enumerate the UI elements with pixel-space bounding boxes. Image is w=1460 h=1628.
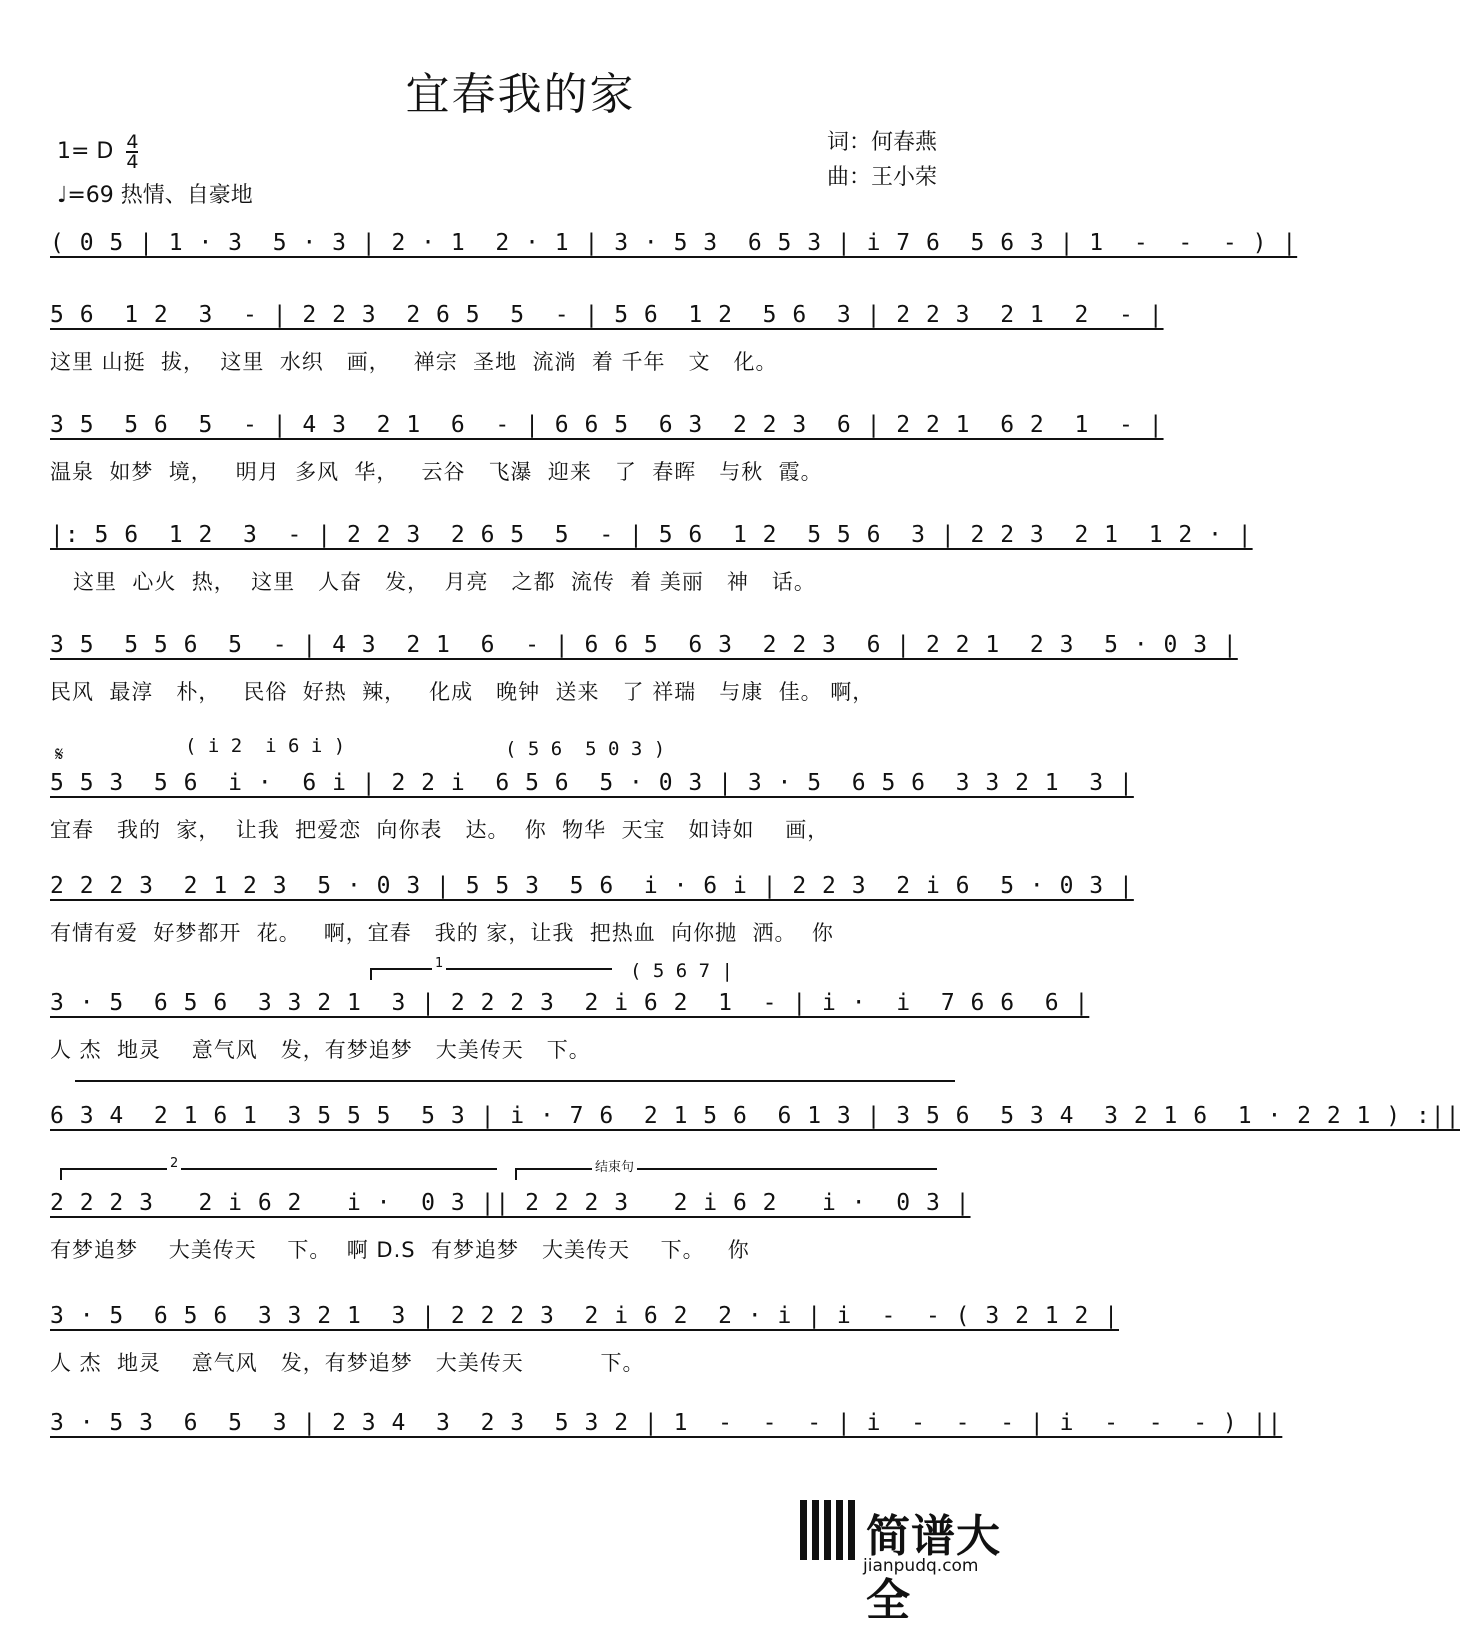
key-label: 1= D [57,139,114,164]
score-system-9 [50,1103,1460,1129]
score-system-10 [50,1190,970,1264]
notation-line: |: 5 6 1 2 3 - | 2 2 3 2 6 5 5 - | 5 6 1 2 5 5 6 3 | 2 2 3 2 1 1 2 · | [50,522,1253,548]
notation-line: 6 3 4 2 1 6 1 3 5 5 5 5 3 | i · 7 6 2 1 5 6 6 1 3 | 3 5 6 5 3 4 3 2 1 6 1 · 2 2 1 ) :|| [50,1103,1460,1129]
lyrics-line: 宜春 我的 家， 让我 把爱恋 向你表 达。 你 物华 天宝 如诗如 画， [50,818,830,842]
score-system-8 [50,990,1090,1064]
lyrics-line: 人 杰 地灵 意气风 发，有梦追梦 大美传天 下。 [50,1351,645,1375]
coda-label: 结束句 [592,1156,637,1175]
time-signature [126,133,138,171]
notation-line: ( 0 5 | 1 · 3 5 · 3 | 2 · 1 2 · 1 | 3 · 5 3 6 5 3 | i 7 6 5 6 3 | 1 - - - ) | [50,230,1298,256]
score-system-2 [50,302,1164,376]
score-system-12 [50,1410,1283,1436]
notation-line: 5 5 3 5 6 i · 6 i | 2 2 i 6 5 6 5 · 0 3 | 3 · 5 6 5 6 3 3 2 1 3 | [50,770,1134,796]
grace-note-annotation: ( i 2 i 6 i ) [185,735,346,757]
composer-credit: 曲：王小荣 [827,165,938,190]
score-system-3 [50,412,1164,486]
notation-line: 5 6 1 2 3 - | 2 2 3 2 6 5 5 - | 5 6 1 2 5 6 3 | 2 2 3 2 1 2 - | [50,302,1164,328]
score-system-1 [50,230,1298,256]
lyricist-credit: 词：何春燕 [827,130,938,155]
watermark-logo [800,1500,1030,1626]
time-denominator: 4 [126,151,139,173]
lyrics-line: 温泉 如梦 境， 明月 多风 华， 云谷 飞瀑 迎来 了 春晖 与秋 霞。 [50,460,823,484]
lyrics-line: 这里 山挺 拔， 这里 水织 画， 禅宗 圣地 流淌 着 千年 文 化。 [50,350,778,374]
lyrics-line: 有情有爱 好梦都开 花。 啊，宜春 我的 家，让我 把热血 向你抛 洒。 你 [50,921,834,945]
grace-note-annotation: ( 5 6 5 0 3 ) [505,738,666,760]
lyrics-line: 有梦追梦 大美传天 下。 啊 D.S 有梦追梦 大美传天 下。 你 [50,1238,750,1262]
notation-line: 3 · 5 3 6 5 3 | 2 3 4 3 2 3 5 3 2 | 1 - - - | i - - - | i - - - ) || [50,1410,1283,1436]
score-system-7 [50,873,1134,947]
notation-line: 3 5 5 5 6 5 - | 4 3 2 1 6 - | 6 6 5 6 3 2 2 3 6 | 2 2 1 2 3 5 · 0 3 | [50,632,1238,658]
score-system-11 [50,1303,1119,1377]
watermark-brand: 简谱大全 [866,1511,1001,1626]
notation-line: 3 5 5 6 5 - | 4 3 2 1 6 - | 6 6 5 6 3 2 2 3 6 | 2 2 1 6 2 1 - | [50,412,1164,438]
score-system-6 [50,770,1134,844]
volta-bracket-1 [370,956,612,980]
volta-bracket-2 [60,1156,497,1180]
time-numerator: 4 [126,131,139,153]
score-system-5 [50,632,1238,706]
lyrics-line: 人 杰 地灵 意气风 发，有梦追梦 大美传天 下。 [50,1038,591,1062]
notation-line: 3 · 5 6 5 6 3 3 2 1 3 | 2 2 2 3 2 i 6 2 2 · i | i - - ( 3 2 1 2 | [50,1303,1119,1329]
grace-note-annotation: ( 5 6 7 | [630,960,733,982]
notation-line: 2 2 2 3 2 1 2 3 5 · 0 3 | 5 5 3 5 6 i · 6 i | 2 2 3 2 i 6 5 · 0 3 | [50,873,1134,899]
watermark-site: jianpudq.com [863,1556,979,1576]
notation-line: 3 · 5 6 5 6 3 3 2 1 3 | 2 2 2 3 2 i 6 2 1 - | i · i 7 6 6 6 | [50,990,1090,1016]
slur-line [75,1080,955,1082]
score-system-4 [50,522,1253,596]
tempo-marking: ♩=69 热情、自豪地 [57,183,253,208]
key-signature [57,133,138,171]
lyrics-line: 这里 心火 热， 这里 人奋 发， 月亮 之都 流传 着 美丽 神 话。 [50,570,816,594]
lyrics-line: 民风 最淳 朴， 民俗 好热 辣， 化成 晚钟 送来 了 祥瑞 与康 佳。 啊， [50,680,875,704]
volta-number: 2 [167,1156,181,1171]
notation-line: 2 2 2 3 2 i 6 2 i · 0 3 || 2 2 2 3 2 i 6 2 i · 0 3 | [50,1190,971,1216]
score-title: 宜春我的家 [405,69,636,120]
segno-sign: 𝄋 [55,742,64,766]
volta-number: 1 [432,956,446,971]
coda-bracket [515,1160,937,1180]
piano-keys-icon [800,1500,860,1560]
